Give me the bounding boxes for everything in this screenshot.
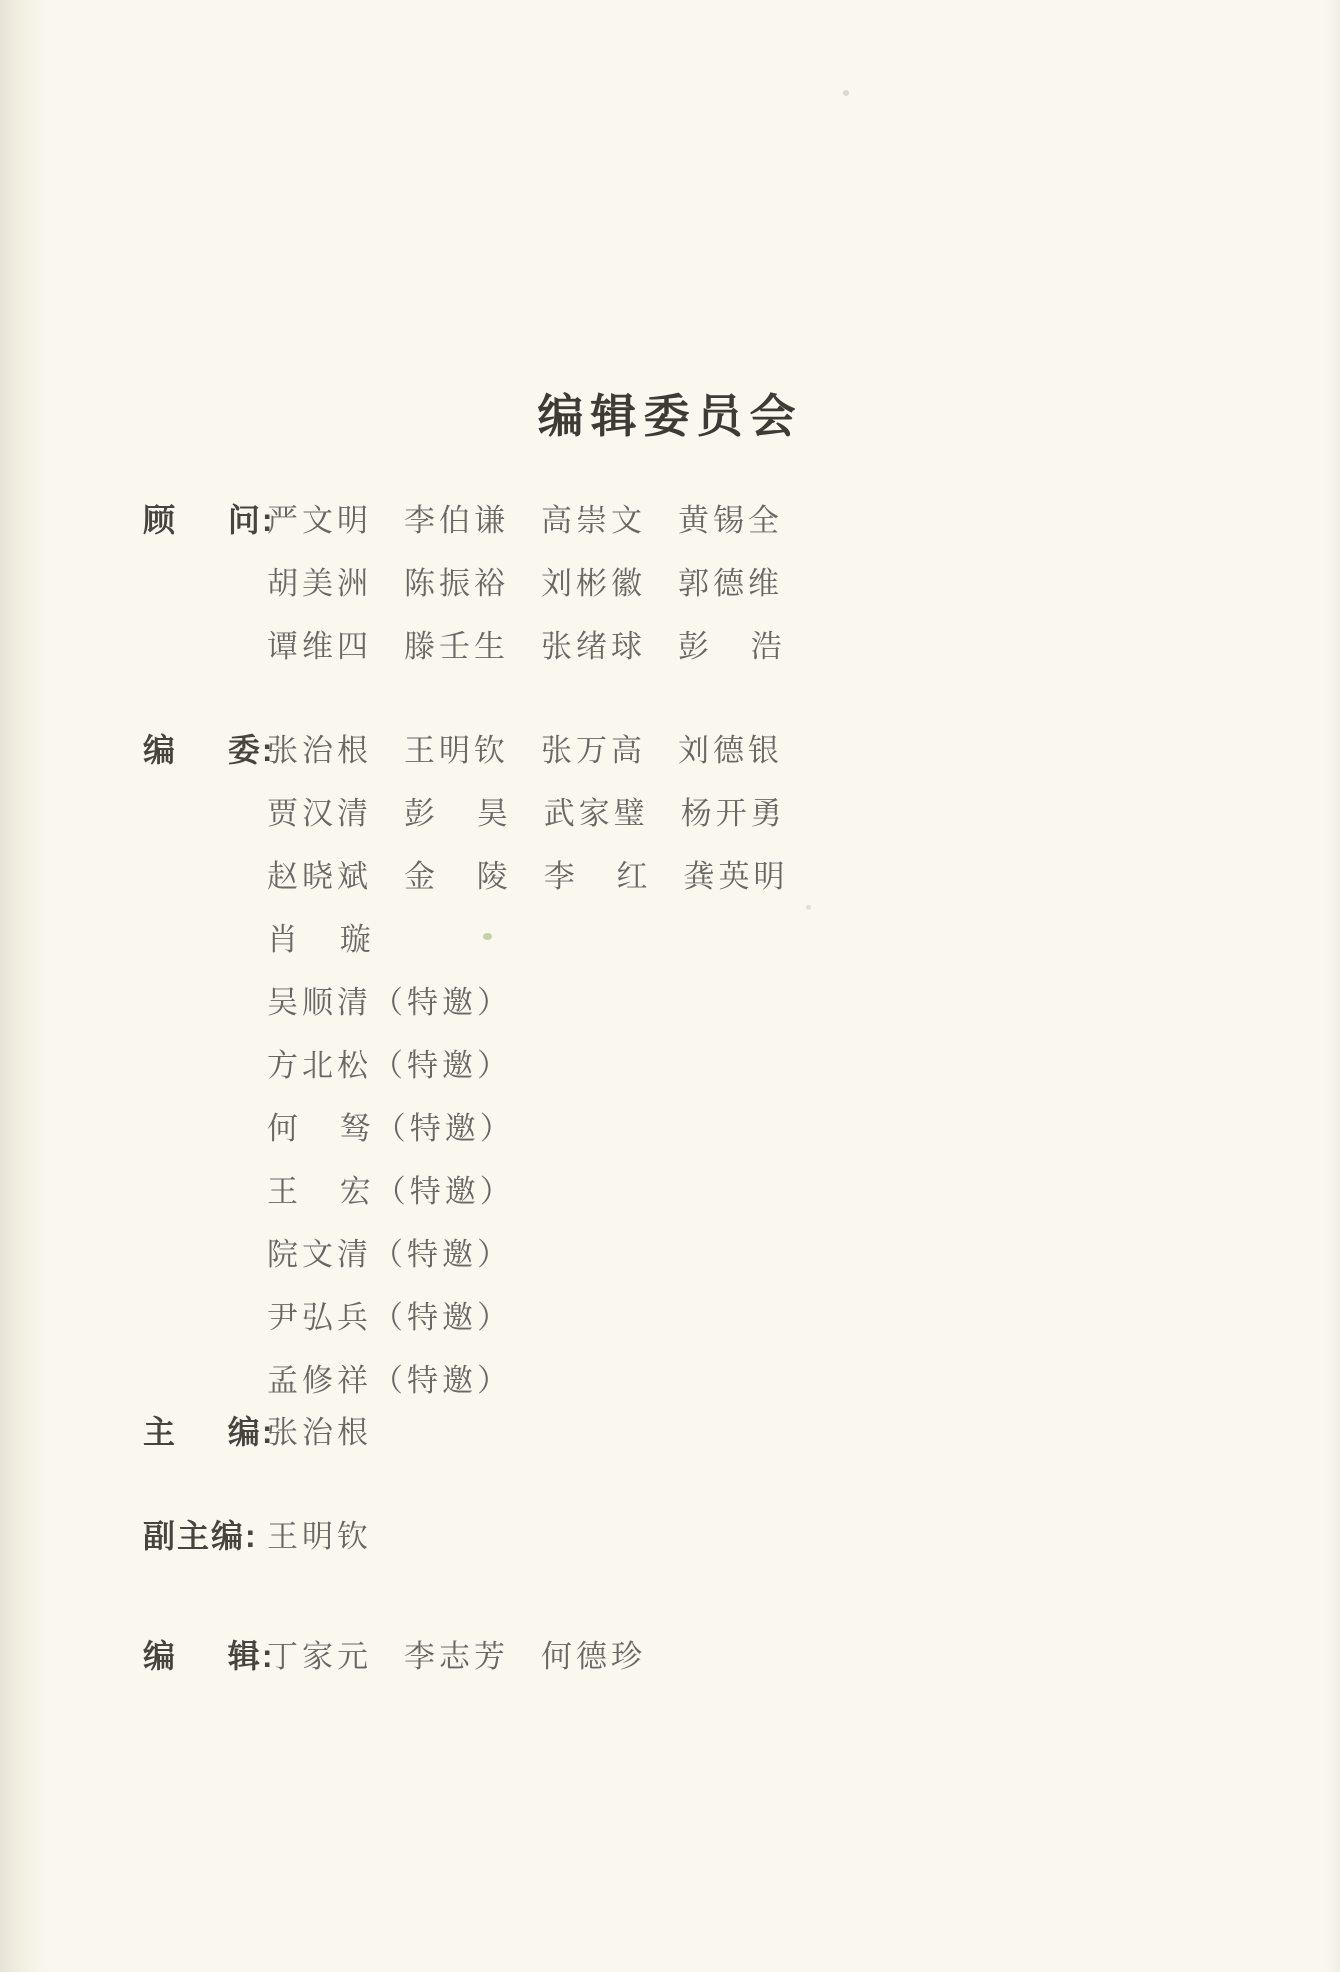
person-name: 彭 浩 xyxy=(678,629,786,664)
name-row xyxy=(267,974,789,1037)
person-name: 方北松（特邀） xyxy=(267,1048,512,1083)
section-editors xyxy=(143,1628,646,1691)
person-name: 王明钦 xyxy=(267,1519,372,1554)
section-names-editors xyxy=(267,1628,646,1691)
person-name: 张万高 xyxy=(541,733,646,768)
person-name: 武家璧 xyxy=(543,796,649,831)
scan-artifact-speck xyxy=(806,905,811,910)
name-row xyxy=(267,722,789,785)
person-name: 孟修祥（特邀） xyxy=(267,1363,512,1398)
person-name: 吴顺清（特邀） xyxy=(267,985,512,1020)
person-name: 刘德银 xyxy=(678,733,783,768)
name-row xyxy=(267,1163,789,1226)
name-row xyxy=(267,1100,789,1163)
section-label-editors: 编 辑: xyxy=(143,1638,275,1674)
person-name: 张治根 xyxy=(267,733,372,768)
name-row xyxy=(267,618,786,681)
name-row xyxy=(267,1289,789,1352)
name-row xyxy=(267,555,786,618)
person-name: 高崇文 xyxy=(541,503,646,538)
person-name: 滕壬生 xyxy=(404,629,509,664)
name-row xyxy=(267,1226,789,1289)
section-editorial-board xyxy=(143,722,789,1415)
name-row xyxy=(267,911,789,974)
person-name: 赵晓斌 xyxy=(267,859,372,894)
person-name: 李志芳 xyxy=(404,1639,509,1674)
person-name: 谭维四 xyxy=(267,629,372,664)
name-row xyxy=(267,1404,372,1467)
person-name: 张治根 xyxy=(267,1415,372,1450)
section-names-advisors xyxy=(267,492,786,681)
name-row xyxy=(267,1628,646,1691)
person-name: 刘彬徽 xyxy=(541,566,646,601)
person-name: 张绪球 xyxy=(541,629,646,664)
person-name: 李伯谦 xyxy=(404,503,509,538)
section-deputy-chief-editor xyxy=(143,1508,372,1571)
person-name: 彭 昊 xyxy=(404,796,512,831)
person-name: 贾汉清 xyxy=(267,796,372,831)
person-name: 李 红 xyxy=(543,859,652,894)
name-row xyxy=(267,1037,789,1100)
section-names-deputy-chief-editor xyxy=(267,1508,372,1571)
section-label-deputy-chief-editor: 副主编: xyxy=(143,1518,258,1554)
section-label-editorial-board: 编 委: xyxy=(143,732,275,768)
person-name: 陈振裕 xyxy=(404,566,509,601)
section-names-editorial-board xyxy=(267,722,789,1415)
scan-artifact-speck xyxy=(843,90,849,96)
person-name: 严文明 xyxy=(267,503,372,538)
page-title: 编辑委员会 xyxy=(537,391,803,442)
person-name: 何 驽（特邀） xyxy=(267,1111,515,1146)
name-row xyxy=(267,492,786,555)
person-name: 黄锡全 xyxy=(678,503,783,538)
person-name: 何德珍 xyxy=(541,1639,646,1674)
name-row xyxy=(267,848,789,911)
name-row xyxy=(267,1508,372,1571)
person-name: 郭德维 xyxy=(678,566,783,601)
person-name: 肖 璇 xyxy=(267,922,375,957)
person-name: 龚英明 xyxy=(683,859,789,894)
section-names-chief-editor xyxy=(267,1404,372,1467)
name-row xyxy=(267,785,789,848)
person-name: 金 陵 xyxy=(404,859,512,894)
person-name: 尹弘兵（特邀） xyxy=(267,1300,512,1335)
person-name: 杨开勇 xyxy=(680,796,786,831)
section-advisors xyxy=(143,492,786,681)
section-chief-editor xyxy=(143,1404,372,1467)
person-name: 王 宏（特邀） xyxy=(267,1174,515,1209)
person-name: 王明钦 xyxy=(404,733,509,768)
person-name: 院文清（特邀） xyxy=(267,1237,512,1272)
person-name: 丁家元 xyxy=(267,1639,372,1674)
person-name: 胡美洲 xyxy=(267,566,372,601)
section-label-chief-editor: 主 编: xyxy=(143,1414,275,1450)
section-label-advisors: 顾 问: xyxy=(143,502,275,538)
